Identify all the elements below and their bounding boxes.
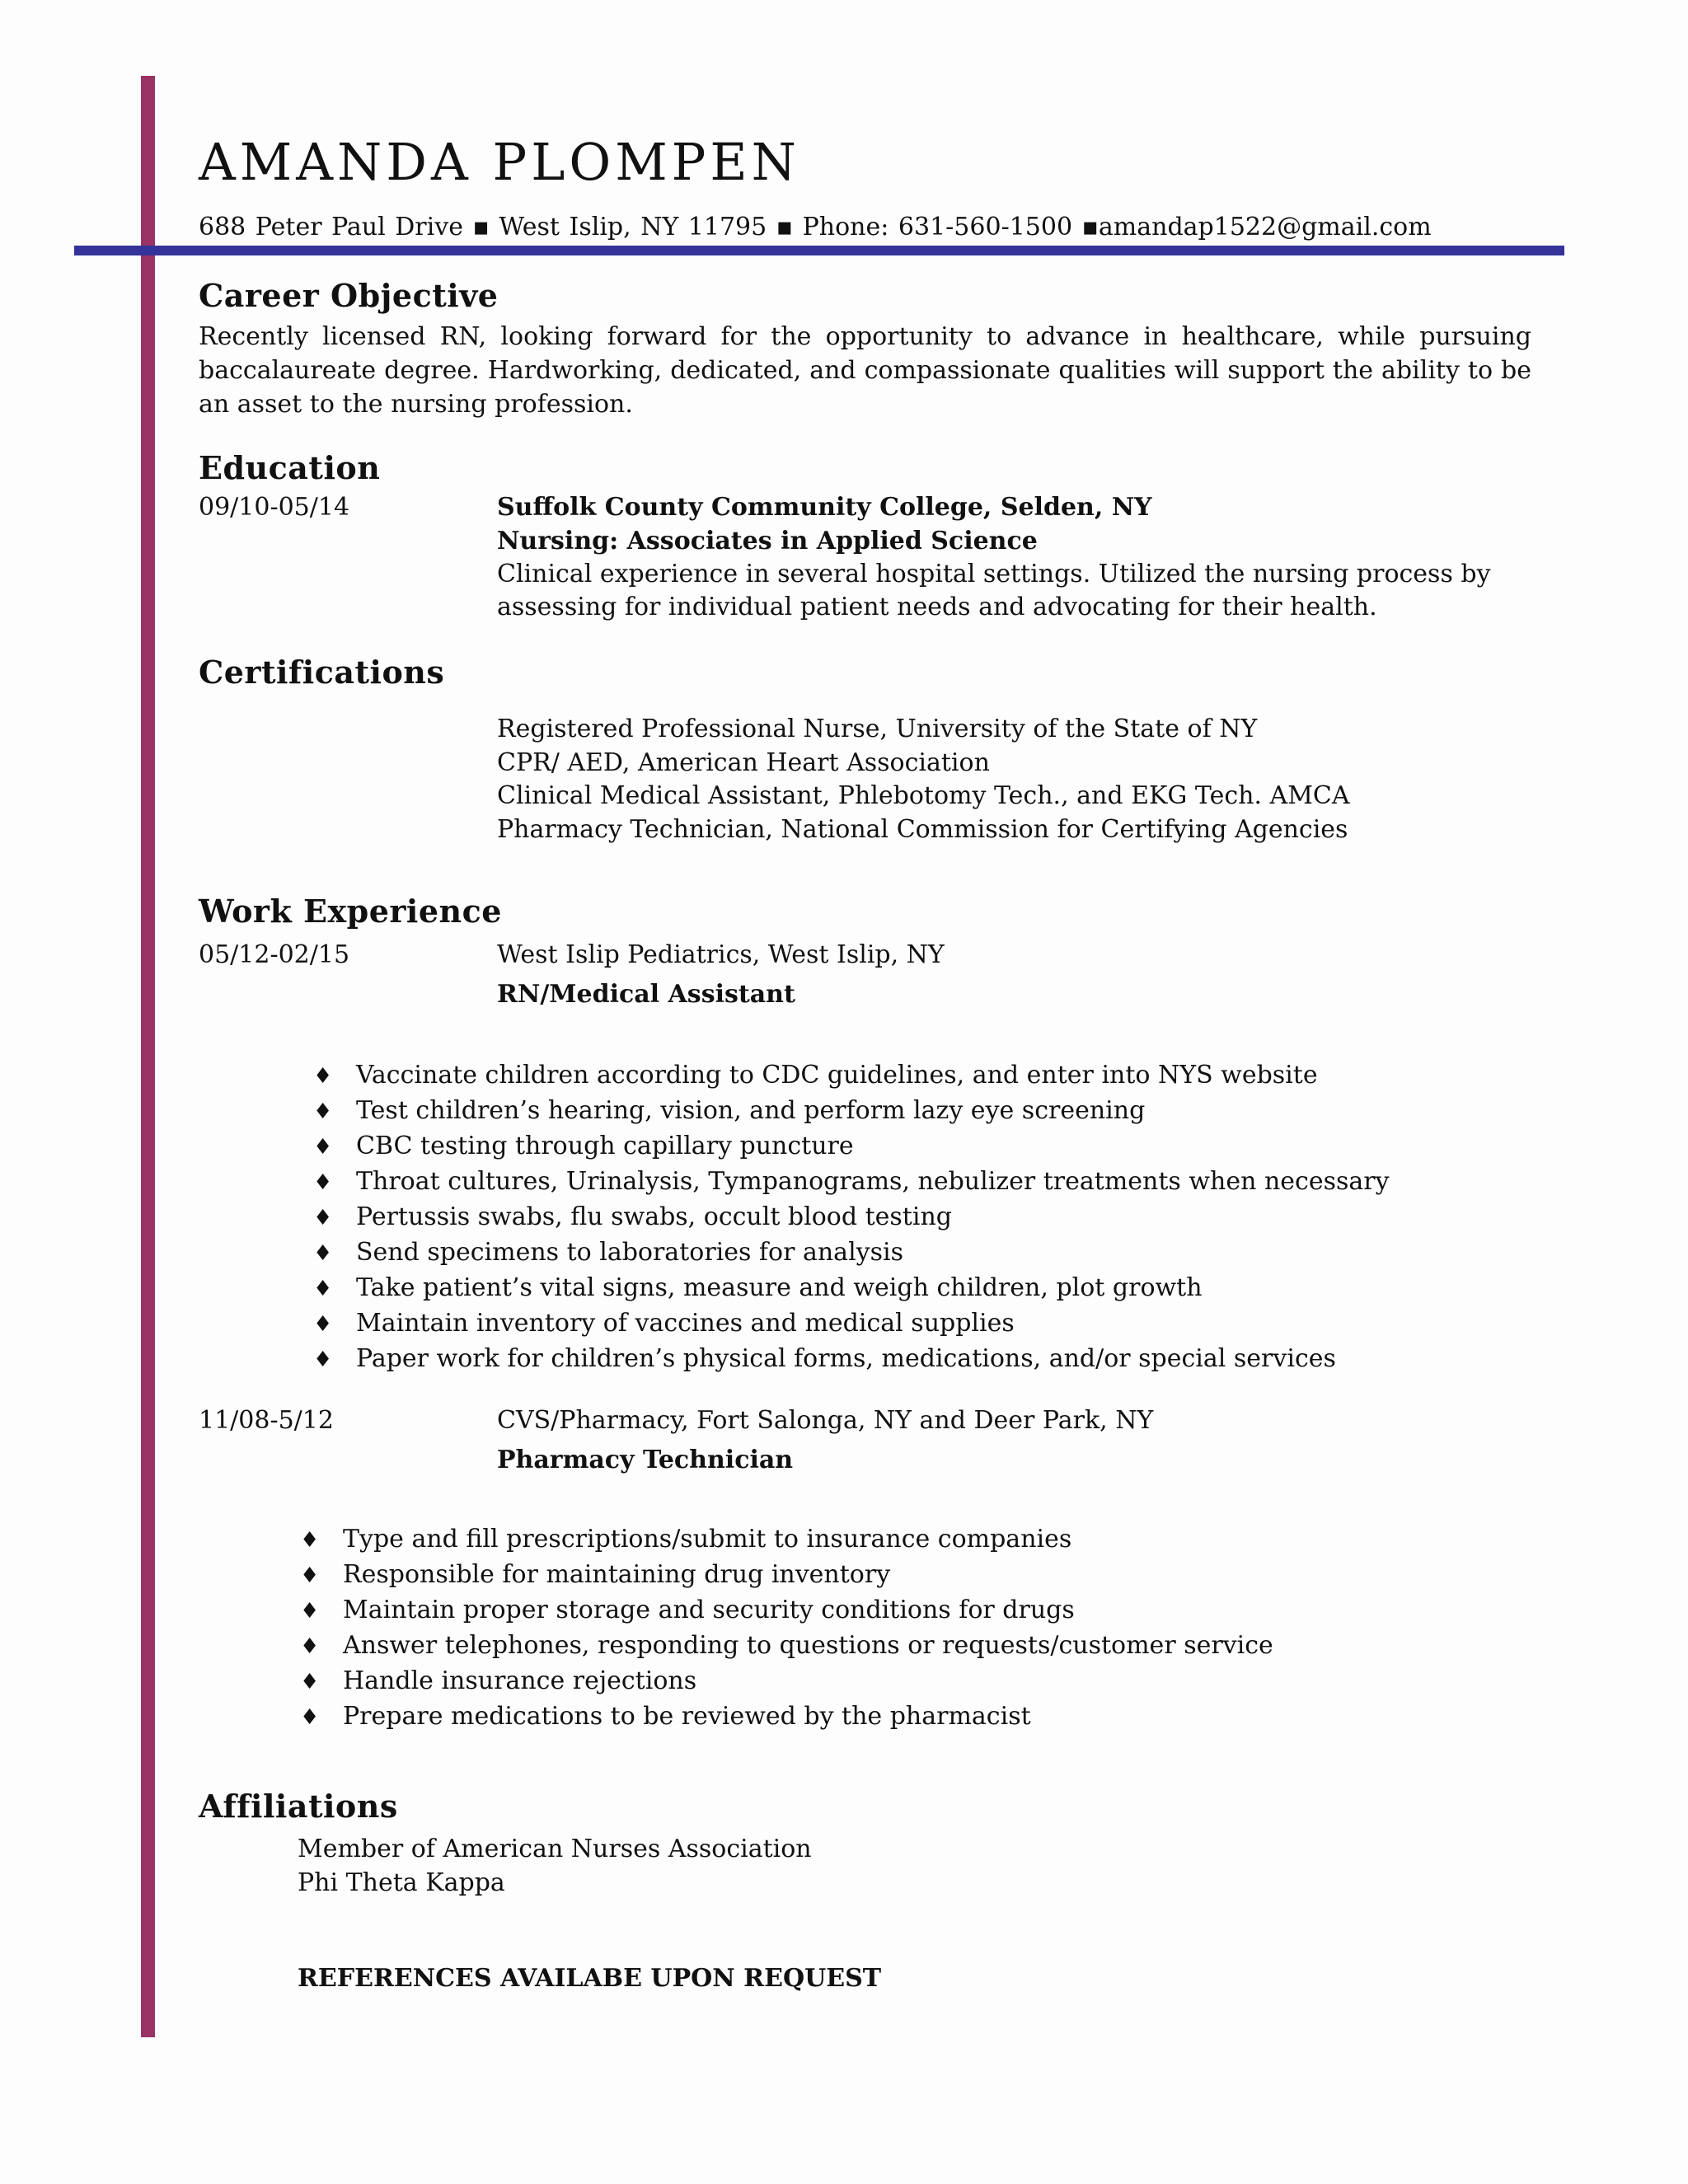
references-note: REFERENCES AVAILABE UPON REQUEST [298,1964,882,1993]
certification-item: Pharmacy Technician, National Commission for Certifying Agencies [497,815,1348,844]
list-item: ♦ Maintain proper storage and security conditions for drugs [300,1593,1273,1629]
affiliation-item: Phi Theta Kappa [298,1868,505,1897]
page-title: AMANDA PLOMPEN [199,132,800,192]
objective-text: Recently licensed RN, looking forward for the opportunity to advance in healthcare, while pursuing baccalaureate degree. Hardworking, dedicated, and compassionate qualities will support the ability to be an asset to the nursing profession. [199,322,1531,419]
list-item: ♦ Vaccinate children according to CDC guidelines, and enter into NYS website [313,1058,1390,1094]
certifications-heading: Certifications [199,654,445,691]
job-bullet-list [300,1522,1273,1735]
diamond-bullet-icon: ♦ [300,1705,320,1730]
affiliations-heading: Affiliations [199,1788,398,1825]
job-title: Pharmacy Technician [497,1446,794,1474]
list-item: ♦ Maintain inventory of vaccines and medical supplies [313,1306,1390,1342]
list-item: ♦ Test children’s hearing, vision, and perform lazy eye screening [313,1094,1390,1129]
education-heading: Education [199,449,381,486]
diamond-bullet-icon: ♦ [313,1135,333,1160]
list-item: ♦ Type and fill prescriptions/submit to insurance companies [300,1522,1273,1558]
education-dates: 09/10-05/14 [199,493,350,522]
affiliation-item: Member of American Nurses Association [298,1835,812,1863]
job-bullet-list [313,1058,1390,1377]
list-item: ♦ Prepare medications to be reviewed by the pharmacist [300,1699,1273,1735]
list-item: ♦ Handle insurance rejections [300,1664,1273,1699]
list-item: ♦ Paper work for children’s physical forms, medications, and/or special services [313,1342,1390,1377]
job-employer: West Islip Pediatrics, West Islip, NY [497,940,945,969]
diamond-bullet-icon: ♦ [313,1241,333,1266]
job-dates: 05/12-02/15 [199,940,350,969]
diamond-bullet-icon: ♦ [313,1312,333,1337]
list-item: ♦ Send specimens to laboratories for analysis [313,1235,1390,1271]
certification-item: CPR/ AED, American Heart Association [497,748,990,777]
education-school: Suffolk County Community College, Selden, NY [497,493,1152,522]
certification-item: Registered Professional Nurse, University of the State of NY [497,715,1258,743]
education-degree: Nursing: Associates in Applied Science [497,527,1038,555]
objective-heading: Career Objective [199,277,499,314]
certification-item: Clinical Medical Assistant, Phlebotomy Tech., and EKG Tech. AMCA [497,781,1350,810]
list-item: ♦ Throat cultures, Urinalysis, Tympanograms, nebulizer treatments when necessary [313,1165,1390,1200]
education-detail-line1: Clinical experience in several hospital settings. Utilized the nursing process by [497,560,1491,588]
list-item: ♦ Answer telephones, responding to questions or requests/customer service [300,1629,1273,1664]
vertical-accent-bar [141,76,155,2037]
diamond-bullet-icon: ♦ [313,1206,333,1230]
work-heading: Work Experience [199,893,502,930]
diamond-bullet-icon: ♦ [313,1099,333,1124]
diamond-bullet-icon: ♦ [300,1563,320,1588]
diamond-bullet-icon: ♦ [313,1277,333,1301]
list-item: ♦ CBC testing through capillary puncture [313,1129,1390,1165]
diamond-bullet-icon: ♦ [313,1347,333,1372]
job-dates: 11/08-5/12 [199,1406,334,1435]
diamond-bullet-icon: ♦ [300,1670,320,1694]
job-employer: CVS/Pharmacy, Fort Salonga, NY and Deer Park, NY [497,1406,1154,1435]
list-item: ♦ Pertussis swabs, flu swabs, occult blood testing [313,1200,1390,1235]
diamond-bullet-icon: ♦ [300,1599,320,1624]
job-title: RN/Medical Assistant [497,980,795,1009]
diamond-bullet-icon: ♦ [300,1528,320,1553]
diamond-bullet-icon: ♦ [313,1064,333,1089]
list-item: ♦ Responsible for maintaining drug inventory [300,1558,1273,1593]
education-detail-line2: assessing for individual patient needs and advocating for their health. [497,593,1377,621]
horizontal-accent-bar [74,246,1564,255]
list-item: ♦ Take patient’s vital signs, measure and weigh children, plot growth [313,1271,1390,1306]
diamond-bullet-icon: ♦ [300,1634,320,1659]
diamond-bullet-icon: ♦ [313,1170,333,1195]
contact-line: 688 Peter Paul Drive ▪ West Islip, NY 11795 ▪ Phone: 631-560-1500 ▪amandap1522@gmail.com [199,213,1432,241]
